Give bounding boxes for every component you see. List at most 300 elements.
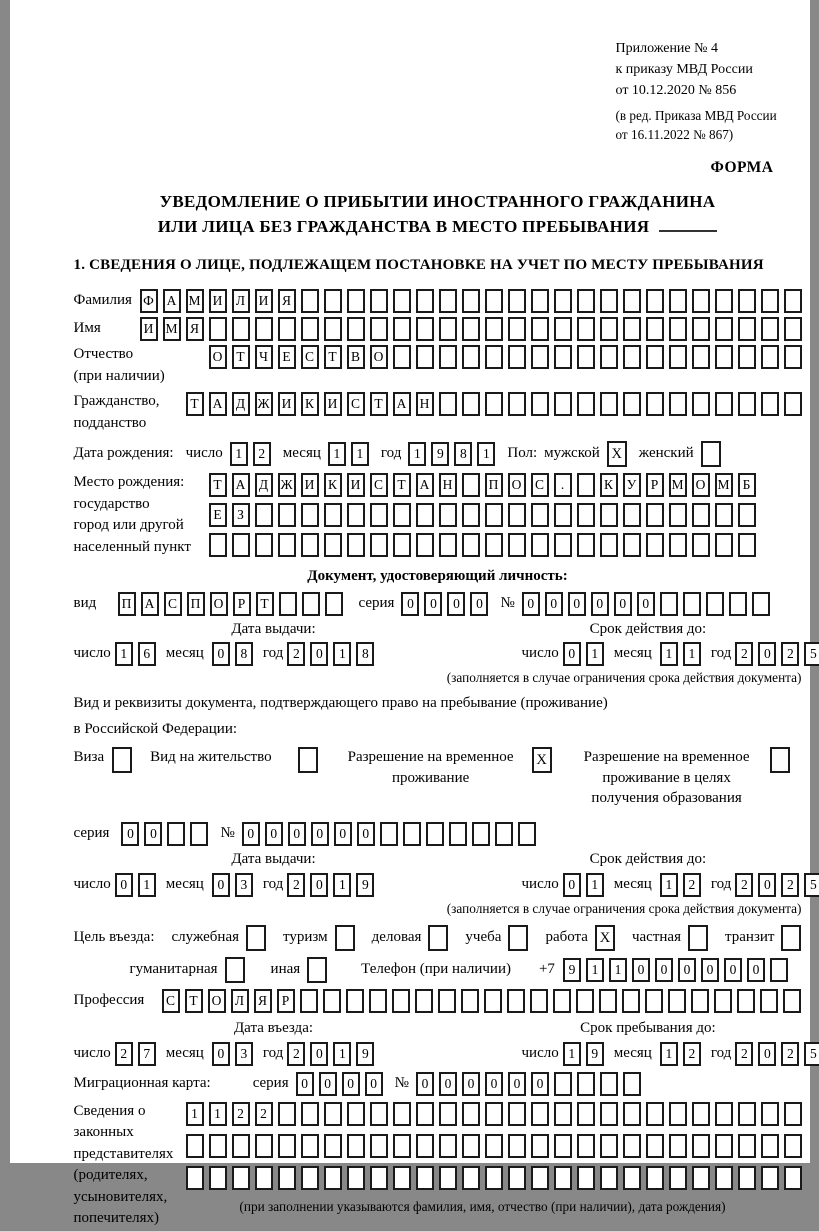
char-cell[interactable] <box>692 1102 710 1126</box>
char-cell[interactable]: 1 <box>333 1042 351 1066</box>
char-cell[interactable] <box>370 1134 388 1158</box>
char-cell[interactable]: 0 <box>462 1072 480 1096</box>
char-cell[interactable]: 0 <box>144 822 162 846</box>
char-cell[interactable] <box>347 1102 365 1126</box>
char-cell[interactable] <box>600 345 618 369</box>
purpose-private-checkbox[interactable] <box>688 925 708 951</box>
char-cell[interactable] <box>715 289 733 313</box>
char-cell[interactable] <box>462 503 480 527</box>
char-cell[interactable]: 2 <box>115 1042 133 1066</box>
char-cell[interactable] <box>761 345 779 369</box>
char-cell[interactable] <box>600 533 618 557</box>
char-cell[interactable]: 8 <box>235 642 253 666</box>
char-cell[interactable]: З <box>232 503 250 527</box>
char-cell[interactable] <box>472 822 490 846</box>
char-cell[interactable] <box>646 289 664 313</box>
char-cell[interactable]: 1 <box>660 642 678 666</box>
char-cell[interactable]: 2 <box>255 1102 273 1126</box>
char-cell[interactable] <box>255 1166 273 1190</box>
char-cell[interactable] <box>302 592 320 616</box>
char-cell[interactable] <box>669 1166 687 1190</box>
char-cell[interactable] <box>692 345 710 369</box>
char-cell[interactable] <box>462 345 480 369</box>
char-cell[interactable] <box>393 533 411 557</box>
char-cell[interactable]: 5 <box>804 873 819 897</box>
char-cell[interactable] <box>416 1102 434 1126</box>
char-cell[interactable]: О <box>508 473 526 497</box>
char-cell[interactable] <box>577 317 595 341</box>
char-cell[interactable]: А <box>393 392 411 416</box>
char-cell[interactable] <box>508 1102 526 1126</box>
char-cell[interactable] <box>623 1102 641 1126</box>
char-cell[interactable] <box>738 533 756 557</box>
char-cell[interactable] <box>370 503 388 527</box>
char-cell[interactable] <box>554 1102 572 1126</box>
char-cell[interactable] <box>209 533 227 557</box>
char-cell[interactable] <box>577 1072 595 1096</box>
char-cell[interactable] <box>530 989 548 1013</box>
char-cell[interactable]: 2 <box>735 642 753 666</box>
char-cell[interactable] <box>669 345 687 369</box>
char-cell[interactable]: С <box>531 473 549 497</box>
char-cell[interactable] <box>416 317 434 341</box>
char-cell[interactable] <box>600 392 618 416</box>
char-cell[interactable]: Б <box>738 473 756 497</box>
char-cell[interactable] <box>752 592 770 616</box>
char-cell[interactable] <box>485 392 503 416</box>
char-cell[interactable] <box>485 1102 503 1126</box>
char-cell[interactable]: С <box>370 473 388 497</box>
char-cell[interactable]: 2 <box>287 1042 305 1066</box>
char-cell[interactable] <box>439 1166 457 1190</box>
char-cell[interactable] <box>416 289 434 313</box>
char-cell[interactable] <box>623 317 641 341</box>
char-cell[interactable] <box>462 317 480 341</box>
char-cell[interactable] <box>600 1102 618 1126</box>
char-cell[interactable] <box>554 533 572 557</box>
char-cell[interactable]: 0 <box>357 822 375 846</box>
char-cell[interactable] <box>393 1102 411 1126</box>
char-cell[interactable] <box>531 345 549 369</box>
char-cell[interactable] <box>462 1134 480 1158</box>
char-cell[interactable] <box>370 289 388 313</box>
char-cell[interactable] <box>669 533 687 557</box>
char-cell[interactable]: 0 <box>655 958 673 982</box>
char-cell[interactable]: И <box>324 392 342 416</box>
purpose-tourism-checkbox[interactable] <box>335 925 355 951</box>
char-cell[interactable] <box>669 392 687 416</box>
char-cell[interactable] <box>324 289 342 313</box>
char-cell[interactable] <box>232 533 250 557</box>
char-cell[interactable] <box>646 392 664 416</box>
char-cell[interactable]: И <box>301 473 319 497</box>
char-cell[interactable] <box>324 1134 342 1158</box>
char-cell[interactable] <box>301 503 319 527</box>
char-cell[interactable]: И <box>255 289 273 313</box>
char-cell[interactable] <box>462 533 480 557</box>
char-cell[interactable]: О <box>208 989 226 1013</box>
char-cell[interactable] <box>577 1134 595 1158</box>
char-cell[interactable]: 1 <box>328 442 346 466</box>
char-cell[interactable] <box>485 345 503 369</box>
char-cell[interactable] <box>576 989 594 1013</box>
char-cell[interactable]: М <box>669 473 687 497</box>
char-cell[interactable]: Т <box>209 473 227 497</box>
char-cell[interactable] <box>577 1102 595 1126</box>
char-cell[interactable]: Н <box>439 473 457 497</box>
char-cell[interactable]: А <box>232 473 250 497</box>
char-cell[interactable] <box>668 989 686 1013</box>
char-cell[interactable] <box>715 392 733 416</box>
char-cell[interactable]: Я <box>186 317 204 341</box>
char-cell[interactable]: 0 <box>212 873 230 897</box>
char-cell[interactable] <box>403 822 421 846</box>
char-cell[interactable] <box>347 1134 365 1158</box>
char-cell[interactable]: 9 <box>356 873 374 897</box>
char-cell[interactable] <box>784 1166 802 1190</box>
char-cell[interactable] <box>439 345 457 369</box>
char-cell[interactable]: А <box>163 289 181 313</box>
char-cell[interactable]: 2 <box>232 1102 250 1126</box>
char-cell[interactable] <box>760 989 778 1013</box>
char-cell[interactable] <box>462 473 480 497</box>
char-cell[interactable]: 9 <box>431 442 449 466</box>
char-cell[interactable] <box>278 503 296 527</box>
char-cell[interactable] <box>761 1102 779 1126</box>
char-cell[interactable]: 0 <box>508 1072 526 1096</box>
sex-male-checkbox[interactable]: X <box>607 441 627 467</box>
char-cell[interactable] <box>439 503 457 527</box>
char-cell[interactable] <box>439 289 457 313</box>
char-cell[interactable]: 0 <box>678 958 696 982</box>
char-cell[interactable] <box>426 822 444 846</box>
char-cell[interactable]: 0 <box>334 822 352 846</box>
purpose-official-checkbox[interactable] <box>246 925 266 951</box>
char-cell[interactable] <box>554 1134 572 1158</box>
char-cell[interactable]: 0 <box>632 958 650 982</box>
char-cell[interactable] <box>553 989 571 1013</box>
char-cell[interactable] <box>738 317 756 341</box>
char-cell[interactable] <box>531 503 549 527</box>
char-cell[interactable] <box>370 1166 388 1190</box>
char-cell[interactable]: П <box>187 592 205 616</box>
char-cell[interactable] <box>369 989 387 1013</box>
char-cell[interactable] <box>301 1102 319 1126</box>
char-cell[interactable] <box>439 317 457 341</box>
char-cell[interactable] <box>715 345 733 369</box>
char-cell[interactable] <box>508 1166 526 1190</box>
char-cell[interactable] <box>577 503 595 527</box>
char-cell[interactable] <box>301 289 319 313</box>
char-cell[interactable]: С <box>164 592 182 616</box>
char-cell[interactable] <box>439 392 457 416</box>
sex-female-checkbox[interactable] <box>701 441 721 467</box>
char-cell[interactable] <box>669 1134 687 1158</box>
char-cell[interactable]: Я <box>278 289 296 313</box>
char-cell[interactable] <box>783 989 801 1013</box>
char-cell[interactable] <box>495 822 513 846</box>
char-cell[interactable]: 1 <box>563 1042 581 1066</box>
char-cell[interactable] <box>462 289 480 313</box>
char-cell[interactable] <box>393 1166 411 1190</box>
visa-checkbox[interactable] <box>112 747 132 773</box>
char-cell[interactable] <box>645 989 663 1013</box>
char-cell[interactable]: М <box>163 317 181 341</box>
residence-permit-checkbox[interactable] <box>298 747 318 773</box>
char-cell[interactable]: А <box>416 473 434 497</box>
char-cell[interactable]: Д <box>255 473 273 497</box>
char-cell[interactable] <box>669 289 687 313</box>
char-cell[interactable]: 1 <box>586 873 604 897</box>
char-cell[interactable] <box>600 289 618 313</box>
char-cell[interactable] <box>554 1166 572 1190</box>
char-cell[interactable] <box>761 1134 779 1158</box>
char-cell[interactable]: 2 <box>683 873 701 897</box>
char-cell[interactable] <box>738 289 756 313</box>
char-cell[interactable] <box>714 989 732 1013</box>
char-cell[interactable] <box>370 1102 388 1126</box>
char-cell[interactable] <box>508 533 526 557</box>
char-cell[interactable]: Н <box>416 392 434 416</box>
char-cell[interactable] <box>416 1134 434 1158</box>
char-cell[interactable]: 2 <box>735 1042 753 1066</box>
char-cell[interactable] <box>439 1102 457 1126</box>
char-cell[interactable]: Е <box>209 503 227 527</box>
study-permit-checkbox[interactable] <box>770 747 790 773</box>
char-cell[interactable] <box>531 1134 549 1158</box>
char-cell[interactable] <box>438 989 456 1013</box>
char-cell[interactable] <box>577 289 595 313</box>
char-cell[interactable]: 0 <box>591 592 609 616</box>
purpose-transit-checkbox[interactable] <box>781 925 801 951</box>
char-cell[interactable]: Р <box>277 989 295 1013</box>
char-cell[interactable]: 3 <box>235 1042 253 1066</box>
purpose-work-checkbox[interactable]: X <box>595 925 615 951</box>
char-cell[interactable]: 0 <box>545 592 563 616</box>
char-cell[interactable] <box>646 1102 664 1126</box>
char-cell[interactable]: 1 <box>477 442 495 466</box>
char-cell[interactable] <box>186 1166 204 1190</box>
char-cell[interactable]: П <box>485 473 503 497</box>
char-cell[interactable] <box>692 289 710 313</box>
char-cell[interactable] <box>439 533 457 557</box>
char-cell[interactable] <box>300 989 318 1013</box>
char-cell[interactable] <box>554 392 572 416</box>
char-cell[interactable] <box>323 989 341 1013</box>
char-cell[interactable]: Т <box>186 392 204 416</box>
char-cell[interactable] <box>232 1166 250 1190</box>
purpose-study-checkbox[interactable] <box>508 925 528 951</box>
char-cell[interactable] <box>683 592 701 616</box>
char-cell[interactable]: У <box>623 473 641 497</box>
char-cell[interactable] <box>462 392 480 416</box>
char-cell[interactable] <box>577 1166 595 1190</box>
char-cell[interactable]: 8 <box>356 642 374 666</box>
char-cell[interactable] <box>660 592 678 616</box>
char-cell[interactable] <box>167 822 185 846</box>
char-cell[interactable] <box>416 345 434 369</box>
char-cell[interactable] <box>347 289 365 313</box>
char-cell[interactable]: 7 <box>138 1042 156 1066</box>
char-cell[interactable] <box>646 533 664 557</box>
char-cell[interactable] <box>600 1166 618 1190</box>
char-cell[interactable] <box>301 317 319 341</box>
char-cell[interactable] <box>761 1166 779 1190</box>
char-cell[interactable]: 1 <box>660 873 678 897</box>
char-cell[interactable] <box>324 1102 342 1126</box>
char-cell[interactable] <box>485 503 503 527</box>
char-cell[interactable]: 2 <box>287 873 305 897</box>
char-cell[interactable]: 1 <box>660 1042 678 1066</box>
char-cell[interactable] <box>255 1134 273 1158</box>
char-cell[interactable] <box>278 1102 296 1126</box>
char-cell[interactable] <box>692 533 710 557</box>
char-cell[interactable] <box>600 503 618 527</box>
char-cell[interactable] <box>393 289 411 313</box>
char-cell[interactable] <box>209 317 227 341</box>
char-cell[interactable] <box>485 1134 503 1158</box>
char-cell[interactable]: 3 <box>235 873 253 897</box>
char-cell[interactable]: 1 <box>586 958 604 982</box>
char-cell[interactable] <box>692 1166 710 1190</box>
char-cell[interactable]: 0 <box>310 642 328 666</box>
char-cell[interactable] <box>380 822 398 846</box>
char-cell[interactable] <box>554 503 572 527</box>
char-cell[interactable]: М <box>186 289 204 313</box>
char-cell[interactable]: О <box>370 345 388 369</box>
char-cell[interactable]: 2 <box>287 642 305 666</box>
char-cell[interactable] <box>577 473 595 497</box>
char-cell[interactable] <box>209 1166 227 1190</box>
char-cell[interactable] <box>738 503 756 527</box>
char-cell[interactable] <box>485 533 503 557</box>
char-cell[interactable]: Т <box>324 345 342 369</box>
char-cell[interactable]: 1 <box>351 442 369 466</box>
char-cell[interactable] <box>347 533 365 557</box>
char-cell[interactable] <box>692 317 710 341</box>
char-cell[interactable] <box>507 989 525 1013</box>
char-cell[interactable]: 1 <box>209 1102 227 1126</box>
char-cell[interactable] <box>715 317 733 341</box>
char-cell[interactable]: 1 <box>586 642 604 666</box>
char-cell[interactable] <box>761 317 779 341</box>
char-cell[interactable] <box>393 503 411 527</box>
char-cell[interactable] <box>278 1166 296 1190</box>
char-cell[interactable] <box>784 345 802 369</box>
char-cell[interactable] <box>255 503 273 527</box>
char-cell[interactable] <box>301 1166 319 1190</box>
char-cell[interactable] <box>715 533 733 557</box>
char-cell[interactable] <box>761 392 779 416</box>
char-cell[interactable] <box>324 1166 342 1190</box>
char-cell[interactable]: 0 <box>563 873 581 897</box>
char-cell[interactable]: И <box>140 317 158 341</box>
char-cell[interactable]: 5 <box>804 642 819 666</box>
char-cell[interactable]: К <box>301 392 319 416</box>
char-cell[interactable] <box>416 533 434 557</box>
char-cell[interactable]: 0 <box>424 592 442 616</box>
char-cell[interactable]: К <box>600 473 618 497</box>
char-cell[interactable] <box>623 533 641 557</box>
char-cell[interactable] <box>646 1134 664 1158</box>
char-cell[interactable]: 2 <box>253 442 271 466</box>
char-cell[interactable] <box>190 822 208 846</box>
char-cell[interactable] <box>669 503 687 527</box>
char-cell[interactable]: 0 <box>531 1072 549 1096</box>
char-cell[interactable] <box>554 317 572 341</box>
char-cell[interactable] <box>393 345 411 369</box>
char-cell[interactable] <box>600 1134 618 1158</box>
char-cell[interactable]: Т <box>185 989 203 1013</box>
char-cell[interactable]: 0 <box>310 1042 328 1066</box>
purpose-other-checkbox[interactable] <box>307 957 327 983</box>
char-cell[interactable] <box>485 1166 503 1190</box>
char-cell[interactable]: Ф <box>140 289 158 313</box>
char-cell[interactable] <box>531 392 549 416</box>
char-cell[interactable]: 0 <box>701 958 719 982</box>
char-cell[interactable]: 5 <box>804 1042 819 1066</box>
char-cell[interactable] <box>461 989 479 1013</box>
char-cell[interactable] <box>646 317 664 341</box>
char-cell[interactable] <box>393 1134 411 1158</box>
char-cell[interactable] <box>646 345 664 369</box>
char-cell[interactable] <box>278 533 296 557</box>
char-cell[interactable]: 0 <box>758 1042 776 1066</box>
char-cell[interactable]: Т <box>256 592 274 616</box>
char-cell[interactable] <box>600 317 618 341</box>
char-cell[interactable] <box>784 1134 802 1158</box>
char-cell[interactable] <box>347 1166 365 1190</box>
char-cell[interactable]: Л <box>231 989 249 1013</box>
char-cell[interactable] <box>623 345 641 369</box>
char-cell[interactable]: К <box>324 473 342 497</box>
char-cell[interactable]: 0 <box>416 1072 434 1096</box>
char-cell[interactable] <box>531 289 549 313</box>
char-cell[interactable] <box>623 503 641 527</box>
char-cell[interactable]: 0 <box>319 1072 337 1096</box>
char-cell[interactable] <box>301 533 319 557</box>
char-cell[interactable] <box>623 1166 641 1190</box>
char-cell[interactable]: Д <box>232 392 250 416</box>
char-cell[interactable]: 1 <box>186 1102 204 1126</box>
char-cell[interactable] <box>784 392 802 416</box>
char-cell[interactable]: Л <box>232 289 250 313</box>
char-cell[interactable] <box>622 989 640 1013</box>
char-cell[interactable]: 0 <box>563 642 581 666</box>
char-cell[interactable] <box>646 503 664 527</box>
char-cell[interactable]: И <box>209 289 227 313</box>
purpose-business-checkbox[interactable] <box>428 925 448 951</box>
char-cell[interactable] <box>706 592 724 616</box>
char-cell[interactable] <box>392 989 410 1013</box>
char-cell[interactable]: 0 <box>115 873 133 897</box>
char-cell[interactable]: 1 <box>230 442 248 466</box>
char-cell[interactable] <box>577 345 595 369</box>
char-cell[interactable]: И <box>278 392 296 416</box>
char-cell[interactable] <box>370 533 388 557</box>
char-cell[interactable] <box>646 1166 664 1190</box>
char-cell[interactable] <box>729 592 747 616</box>
char-cell[interactable]: 1 <box>333 873 351 897</box>
char-cell[interactable] <box>600 1072 618 1096</box>
char-cell[interactable]: 0 <box>470 592 488 616</box>
char-cell[interactable]: 9 <box>586 1042 604 1066</box>
char-cell[interactable]: В <box>347 345 365 369</box>
char-cell[interactable]: 0 <box>614 592 632 616</box>
char-cell[interactable]: Р <box>233 592 251 616</box>
char-cell[interactable] <box>692 1134 710 1158</box>
char-cell[interactable]: 8 <box>454 442 472 466</box>
